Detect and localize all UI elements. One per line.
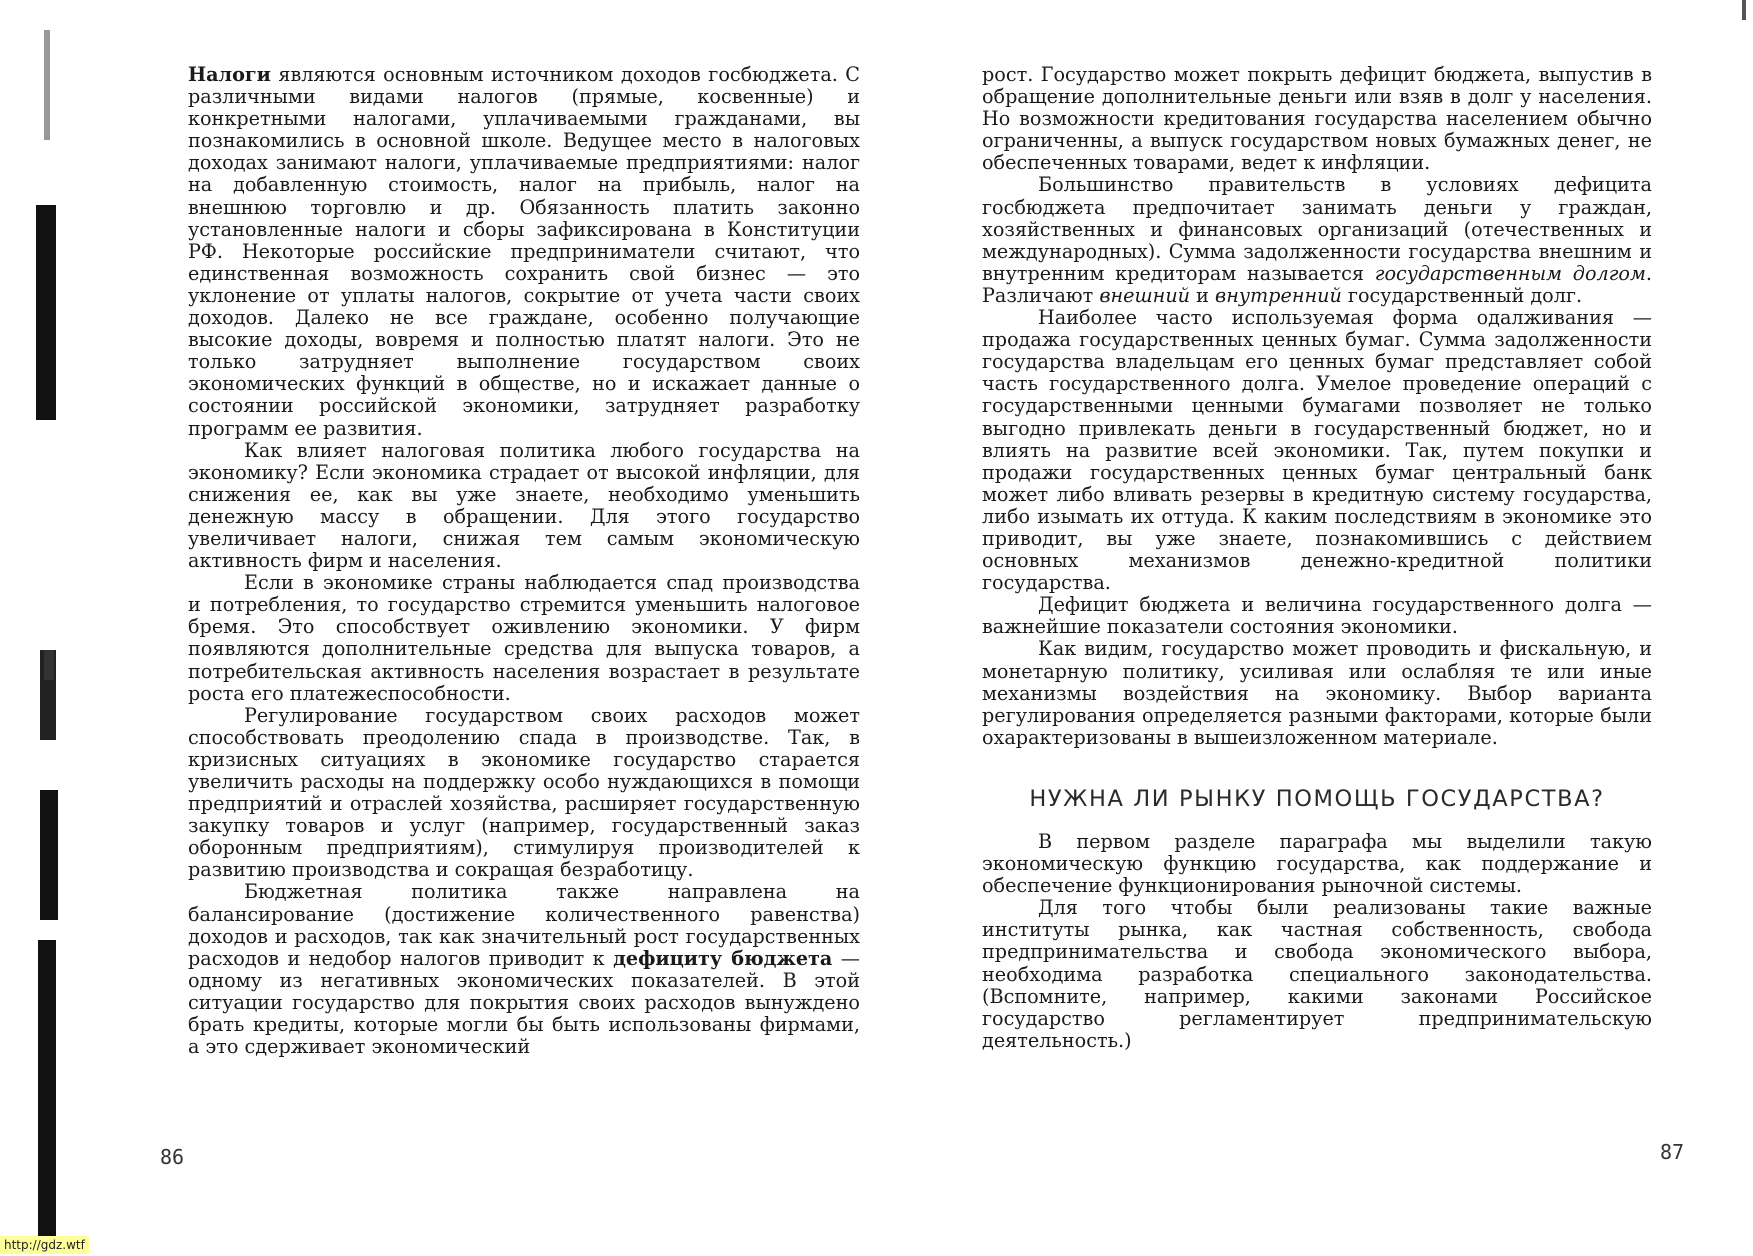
- term-italic: государственным долгом: [1374, 261, 1646, 285]
- paragraph: Регулирование государством своих расходов может способствовать преодолению спада в производстве. Так, в кризисных ситуациях в экономике государство старается увеличить расходы на поддержку особо нуждающихся в помощи предприятий и отраслей хозяйства, расширяет государственную закупку товаров и услуг (например, государственный заказ оборонным предприятиям), стимулируя производителей к развитию производства и сокращая безработицу.: [188, 703, 860, 882]
- paragraph: Налоги являются основным источником доходов госбюджета. С различными видами налогов (прямые, косвенные) и конкретными налогами, уплачиваемыми гражданами, вы познакомились в основной школе. Ведущее место в налоговых доходах занимают налоги, уплачиваемые предприятиями: налог на добавленную стоимость, налог на прибыль, налог на внешнюю торговлю и др. Обязанность платить законно установленные налоги и сборы зафиксирована в Конституции РФ. Некоторые российские предприниматели считают, что единственная возможность сохранить свой бизнес — это уклонение от уплаты налогов, сокрытие от учета части своих доходов. Далеко не все граждане, особенно получающие высокие доходы, вовремя и полностью платят налоги. Это не только затрудняет выполнение государством своих экономических функций в обществе, но и искажает данные о состоянии российской экономики, затрудняет разработку программ ее развития.: [188, 63, 860, 440]
- paragraph: В первом разделе параграфа мы выделили такую экономическую функцию государства, как поддержание и обеспечение функционирования рыночной системы.: [982, 830, 1652, 898]
- paragraph: Как влияет налоговая политика любого государства на экономику? Если экономика страдает от высокой инфляции, для снижения ее, как вы уже знаете, необходимо уменьшить денежную массу в обращении. Для этого государство увеличивает налоги, снижая тем самым экономическую активность фирм и населения.: [188, 438, 860, 573]
- paragraph: Как видим, государство может проводить и фискальную, и монетарную политику, усиливая или ослабляя те или иные механизмы воздействия на экономику. Выбор варианта регулирования определяется разными факторами, которые были охарактеризованы в вышеизложенном материале.: [982, 637, 1652, 749]
- paragraph: Большинство правительств в условиях дефицита госбюджета предпочитает занимать деньги у граждан, хозяйственных и финансовых организаций (отечественных и международных). Сумма задолженности государства внешним и внутренним кредиторам называется государственным долгом. Различают внешний и внутренний государственный долг.: [982, 173, 1652, 307]
- term-bold: Налоги: [188, 63, 271, 86]
- paragraph: Бюджетная политика также направлена на балансирование (достижение количественного равенства) доходов и расходов, так как значительный рост государственных расходов и недобор налогов приводит к дефициту бюджета — одному из негативных экономических показателей. В этой ситуации государство для покрытия своих расходов вынуждено брать кредиты, которые могли бы быть использованы фирмами, а это сдерживает экономический: [188, 880, 860, 1059]
- paragraph: Дефицит бюджета и величина государственного долга — важнейшие показатели состояния экономики.: [982, 593, 1652, 639]
- paragraph: Если в экономике страны наблюдается спад производства и потребления, то государство стремится уменьшить налоговое бремя. Это способствует оживлению экономики. У фирм появляются дополнительные средства для выпуска товаров, а потребительская активность населения возрастает в результате роста его платежеспособности.: [188, 571, 860, 705]
- page-number: 87: [1660, 1140, 1685, 1164]
- paragraph: рост. Государство может покрыть дефицит бюджета, выпустив в обращение дополнительные деньги или взяв в долг у населения. Но возможности кредитования государства населением обычно ограниченны, а выпуск государством новых бумажных денег, не обеспеченных товарами, ведет к инфляции.: [982, 63, 1652, 175]
- term-italic: внешний: [1099, 283, 1191, 307]
- section-heading: НУЖНА ЛИ РЫНКУ ПОМОЩЬ ГОСУДАРСТВА?: [1029, 785, 1605, 812]
- paragraph: Для того чтобы были реализованы такие важные институты рынка, как частная собственность, свобода предпринимательства и свобода экономического выбора, необходима разработка специального законодательства. (Вспомните, например, какими законами Российское государство регламентирует предпринимательскую деятельность.): [982, 896, 1652, 1052]
- page-number: 86: [160, 1145, 185, 1169]
- term-italic: внутренний: [1215, 283, 1342, 307]
- left-text-column: [188, 64, 860, 1058]
- right-text-column: [982, 64, 1652, 1052]
- term-bold: дефициту бюджета: [613, 946, 833, 970]
- right-page: [900, 0, 1753, 1256]
- paragraph: Наиболее часто используемая форма одалживания — продажа государственных ценных бумаг. Сумма задолженности государства владельцам его ценных бумаг представляет собой часть государственного долга. Умелое проведение операций с государственными ценными бумагами позволяет не только выгодно привлекать деньги в государственный бюджет, но и влиять на развитие всей экономики. Так, путем покупки и продажи государственных ценных бумаг центральный банк может либо вливать резервы в кредитную систему государства, либо изымать их оттуда. К каким последствиям в экономике это приводит, вы уже знаете, познакомившись с действием основных механизмов денежно-кредитной политики государства.: [982, 306, 1652, 595]
- watermark-link[interactable]: http://gdz.wtf: [0, 1236, 89, 1254]
